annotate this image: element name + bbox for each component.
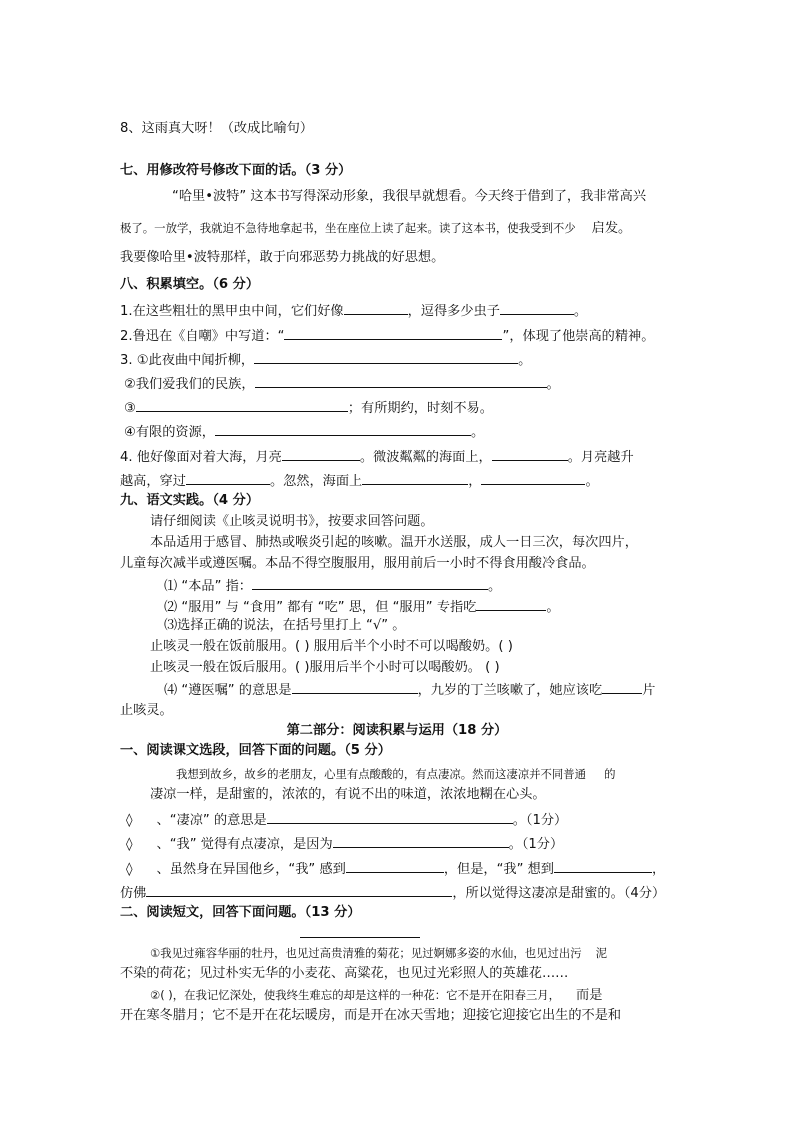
reading-1-passage-line-1a: 我想到故乡，故乡的老朋友，心里有点酸酸的，有点凄凉。然而这凄凉并不同普通 (176, 767, 587, 781)
section-7-text-line-3: 我要像哈里•波特那样，敢于向邪恶势力挑战的好思想。 (120, 250, 445, 265)
blank-9-4a[interactable] (292, 680, 418, 694)
sub-question-4 (164, 680, 655, 700)
fill-item-4-text-b: 。微波粼粼的海面上， (359, 450, 492, 465)
sub-question-2-end: 。 (546, 600, 560, 615)
blank-3-4[interactable] (215, 422, 471, 436)
reading-2-heading: 二、阅读短文，回答下面问题。（13 分） (120, 905, 361, 920)
reading-1-passage-line-1 (176, 765, 615, 783)
section-7-text-line-2a: 极了。一放学，我就迫不急待地拿起书，坐在座位上读了起来。读了这本书，使我受到不少 (120, 221, 576, 235)
reading-1-question-3-end-b: ，所以觉得这凄凉是甜蜜的。（4分） (452, 886, 666, 901)
reading-1-heading: 一、阅读课文选段，回答下面的问题。（5 分） (120, 743, 391, 758)
sub-question-1-text: ⑴ “本品” 指： (164, 579, 252, 594)
fill-item-1 (120, 301, 587, 321)
fill-item-3-3-text-a: ③ (124, 401, 136, 416)
reading-1-question-1-end: 。（1分） (512, 813, 568, 828)
fill-item-2-text-a: 2.鲁迅在《自嘲》中写道：“ (120, 329, 285, 344)
blank-9-1[interactable] (252, 576, 488, 590)
blank-9-2[interactable] (476, 597, 546, 611)
sub-question-2-text: ⑵ “服用” 与 “食用” 都有 “吃” 思，但 “服用” 专指吃 (164, 600, 477, 615)
fill-item-4-text-d: 越高，穿过 (120, 474, 186, 489)
bullet-icon: ◊ (126, 862, 133, 877)
fill-item-4-line-1 (120, 447, 634, 467)
section-9-heading: 九、语文实践。（4 分） (120, 493, 260, 508)
sub-question-1 (164, 576, 501, 596)
sub-question-4-end: 片 (642, 683, 656, 698)
blank-4a[interactable] (282, 447, 360, 461)
manual-text-line-1: 本品适用于感冒、肺热或喉炎引起的咳嗽。温开水送服，成人一日三次，每次四片， (150, 535, 638, 550)
blank-4d[interactable] (362, 471, 468, 485)
blank-r1-1[interactable] (267, 810, 513, 824)
fill-item-3-2-text-b: 。 (546, 377, 560, 392)
fill-item-4-text-a: 4. 他好像面对着大海，月亮 (120, 450, 282, 465)
reading-1-question-1 (126, 810, 567, 830)
section-7-text-line-2b: 启发。 (591, 221, 632, 236)
blank-r1-3c[interactable] (146, 883, 452, 897)
fill-item-3-2 (124, 374, 560, 394)
reading-2-passage-line-1b: 泥 (595, 946, 608, 960)
blank-r1-3a[interactable] (346, 859, 444, 873)
reading-2-passage-line-1a: ①我见过雍容华丽的牡丹，也见过高贵清雅的菊花；见过婀娜多姿的水仙，也见过出污 (150, 946, 582, 960)
fill-item-2 (120, 326, 654, 346)
section-9-intro: 请仔细阅读《止咳灵说明书》，按要求回答问题。 (150, 514, 434, 529)
reading-1-question-3-text: 、虽然身在异国他乡，“我” 感到 (156, 862, 346, 877)
question-8: 8、这雨真大呀！（改成比喻句） (120, 121, 314, 136)
sub-question-4-continued: 止咳灵。 (120, 703, 173, 718)
reading-1-question-3-text-b: 仿佛 (120, 886, 147, 901)
reading-2-passage-line-4: 开在寒冬腊月；它不是开在花坛暖房，而是开在冰天雪地；迎接它迎接它出生的不是和 (120, 1008, 622, 1023)
fill-item-4-text-f: ， (468, 474, 482, 489)
reading-1-question-2-end: 。（1分） (508, 837, 564, 852)
blank-4b[interactable] (492, 447, 568, 461)
reading-1-question-2-text: 、“我” 觉得有点凄凉，是因为 (156, 837, 333, 852)
blank-4e[interactable] (481, 471, 585, 485)
section-8-heading: 八、积累填空。（6 分） (120, 277, 260, 292)
fill-item-4-line-2 (120, 471, 599, 491)
section-7-heading: 七、用修改符号修改下面的话。（3 分） (120, 163, 352, 178)
fill-item-3-4-text-b: 。 (470, 425, 485, 440)
reading-2-passage-line-3b: 而是 (576, 988, 603, 1003)
blank-2[interactable] (284, 326, 502, 340)
reading-2-passage-line-1 (150, 944, 607, 962)
reading-1-question-1-text: 、“凄凉” 的意思是 (156, 813, 267, 828)
fill-item-3-4-text-a: ④有限的资源， (124, 425, 215, 440)
reading-1-passage-line-1b: 的 (604, 767, 616, 781)
blank-r1-3b[interactable] (554, 859, 652, 873)
fill-item-3-1-text-b: 。 (518, 353, 532, 368)
manual-text-line-2: 儿童每次减半或遵医嘱。本品不得空腹服用，服用前后一小时不得食用酸冷食品。 (120, 556, 595, 571)
fill-item-1-text-c: 。 (573, 304, 588, 319)
fill-item-3-4 (124, 422, 484, 442)
reading-1-question-3-mid: ，但是，“我” 想到 (443, 862, 554, 877)
reading-1-passage-line-2: 凄凉一样，是甜蜜的，浓浓的，有说不出的味道，浓浓地糊在心头。 (150, 787, 546, 802)
fill-item-4-text-c: 。月亮越升 (567, 450, 634, 465)
fill-item-3-3-text-b: ；有所期约，时刻不易。 (347, 401, 493, 416)
fill-item-4-text-g: 。 (585, 474, 599, 489)
sub-question-1-end: 。 (488, 579, 502, 594)
reading-1-question-3-line-2 (120, 883, 665, 903)
blank-1a[interactable] (344, 301, 408, 315)
sub-question-3: ⑶选择正确的说法，在括号里打上 “√” 。 (164, 618, 406, 633)
blank-3-3[interactable] (136, 398, 348, 412)
reading-1-question-3 (126, 859, 665, 879)
reading-1-question-2 (126, 834, 563, 854)
reading-2-passage-line-3a: ②( )，在我记忆深处，使我终生难忘的却是这样的一种花：它不是开在阳春三月， (150, 988, 561, 1002)
sub-question-4-text: ⑷ “遵医嘱” 的意思是 (164, 683, 292, 698)
bullet-icon: ◊ (126, 813, 133, 828)
fill-item-1-text-b: ，逗得多少虫子 (407, 304, 500, 319)
option-line-2[interactable]: 止咳灵一般在饭后服用。( )服用后半个小时可以喝酸奶。 ( ) (150, 660, 500, 675)
reading-1-question-3-end: ， (652, 862, 666, 877)
reading-2-passage-line-2: 不染的荷花；见过朴实无华的小麦花、高粱花，也见过光彩照人的英雄花…… (120, 966, 569, 981)
fill-item-3-1 (120, 350, 531, 370)
bullet-icon: ◊ (126, 837, 133, 852)
section-7-text-line-2 (120, 219, 631, 238)
title-blank-line[interactable] (300, 937, 420, 938)
sub-question-2 (164, 597, 560, 617)
blank-4c[interactable] (186, 471, 270, 485)
blank-3-2[interactable] (255, 374, 547, 388)
fill-item-4-text-e: 。忽然，海面上 (269, 474, 363, 489)
reading-2-passage-line-3 (150, 986, 602, 1005)
fill-item-3-1-text-a: 3. ①此夜曲中闻折柳， (120, 353, 255, 368)
sub-question-4-mid: ，九岁的丁兰咳嗽了，她应该吃 (417, 683, 603, 698)
blank-9-4b[interactable] (602, 680, 642, 694)
fill-item-3-3 (124, 398, 493, 418)
section-7-text-line-1: “哈里•波特” 这本书写得深动形象，我很早就想看。今天终于借到了，我非常高兴 (172, 189, 647, 204)
fill-item-3-2-text-a: ②我们爱我们的民族， (124, 377, 255, 392)
blank-3-1[interactable] (254, 350, 518, 364)
option-line-1[interactable]: 止咳灵一般在饭前服用。( ) 服用后半个小时不可以喝酸奶。( ) (150, 639, 513, 654)
blank-r1-2[interactable] (333, 834, 509, 848)
fill-item-2-text-b: ”，体现了他崇高的精神。 (502, 329, 655, 344)
blank-1b[interactable] (500, 301, 574, 315)
part-2-title: 第二部分：阅读积累与运用（18 分） (286, 723, 508, 738)
fill-item-1-text-a: 1.在这些粗壮的黑甲虫中间，它们好像 (120, 304, 344, 319)
